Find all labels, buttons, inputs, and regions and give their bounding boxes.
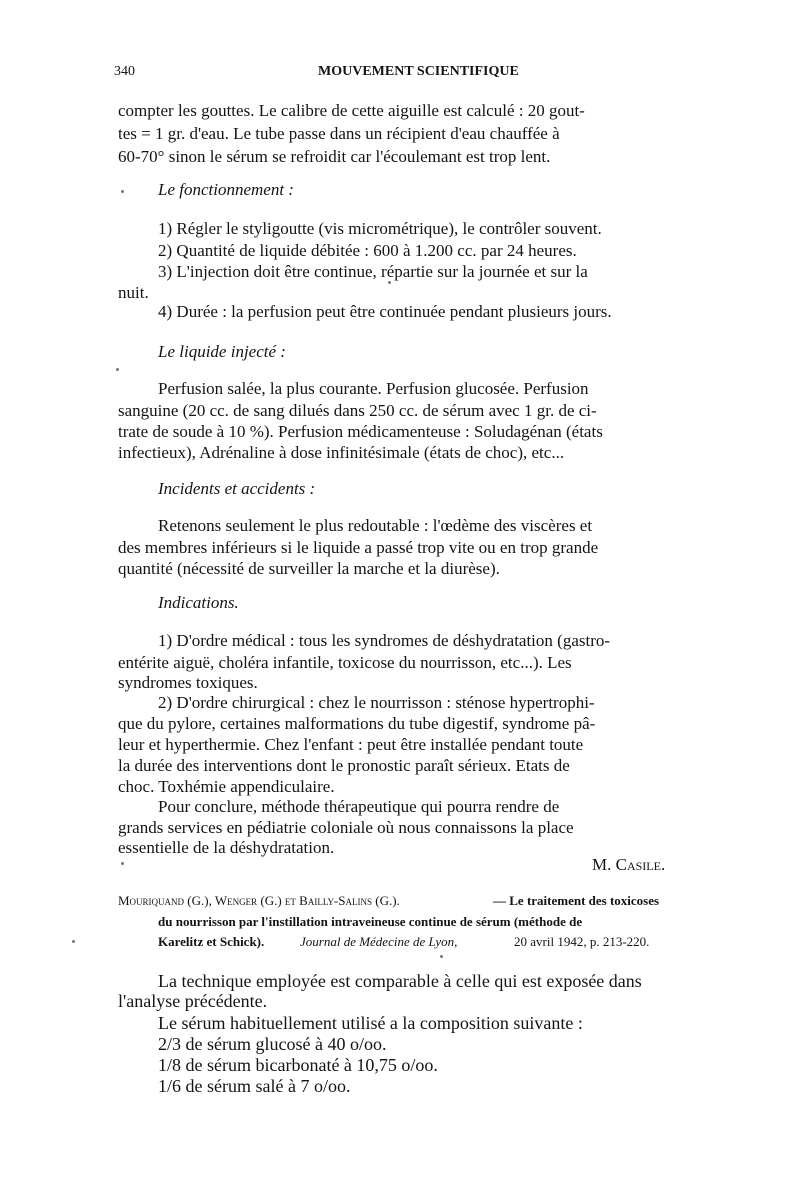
body-line: trate de soude à 10 %). Perfusion médicamenteuse : Soludagénan (états	[118, 422, 603, 441]
abstract-line: 1/6 de sérum salé à 7 o/oo.	[158, 1076, 351, 1096]
author-signature: M. Casile.	[592, 855, 666, 874]
running-title: MOUVEMENT SCIENTIFIQUE	[318, 64, 519, 79]
scan-speck	[116, 368, 119, 371]
reference-date-pages: 20 avril 1942, p. 213-220.	[514, 934, 650, 949]
body-line: choc. Toxhémie appendiculaire.	[118, 777, 335, 796]
reference-title: Karelitz et Schick).	[158, 934, 265, 949]
list-item-continuation: nuit.	[118, 283, 149, 302]
abstract-line: 2/3 de sérum glucosé à 40 o/oo.	[158, 1034, 387, 1054]
body-line: 60-70° sinon le sérum se refroidit car l'écoulemant est trop lent.	[118, 147, 551, 166]
body-line: infectieux), Adrénaline à dose infinitésimale (états de choc), etc...	[118, 443, 565, 462]
body-line: la durée des interventions dont le pronostic paraît sérieux. Etats de	[118, 756, 570, 775]
abstract-line: La technique employée est comparable à celle qui est exposée dans	[158, 971, 642, 991]
body-line: tes = 1 gr. d'eau. Le tube passe dans un récipient d'eau chauffée à	[118, 124, 560, 143]
reference-title: — Le traitement des toxicoses	[493, 893, 660, 908]
list-item: 3) L'injection doit être continue, répartie sur la journée et sur la	[158, 262, 588, 281]
body-line: que du pylore, certaines malformations du tube digestif, syndrome pâ-	[118, 714, 596, 733]
abstract-line: Le sérum habituellement utilisé a la composition suivante :	[158, 1013, 583, 1033]
body-line: syndromes toxiques.	[118, 673, 258, 692]
body-line: 2) D'ordre chirurgical : chez le nourrisson : sténose hypertrophi-	[158, 693, 595, 712]
scan-speck	[121, 862, 124, 865]
body-line: sanguine (20 cc. de sang dilués dans 250 cc. de sérum avec 1 gr. de ci-	[118, 401, 597, 420]
list-item: 1) Régler le styligoutte (vis micrométrique), le contrôler souvent.	[158, 219, 602, 238]
section-heading-indications: Indications.	[158, 593, 239, 612]
body-line: essentielle de la déshydratation.	[118, 838, 335, 857]
reference-title: du nourrisson par l'instillation intraveineuse continue de sérum (méthode de	[158, 914, 583, 929]
section-heading-fonctionnement: Le fonctionnement :	[158, 180, 294, 199]
scan-speck	[72, 940, 75, 943]
page-number: 340	[114, 64, 135, 79]
body-line: quantité (nécessité de surveiller la marche et la diurèse).	[118, 559, 500, 578]
list-item: 2) Quantité de liquide débitée : 600 à 1.200 cc. par 24 heures.	[158, 241, 577, 260]
reference-authors: Mouriquand (G.), Wenger (G.) et Bailly-Salins (G.).	[118, 893, 400, 908]
reference-journal: Journal de Médecine de Lyon,	[300, 934, 458, 949]
scan-speck	[440, 955, 443, 958]
body-line: entérite aiguë, choléra infantile, toxicose du nourrisson, etc...). Les	[118, 653, 572, 672]
body-line: grands services en pédiatrie coloniale où nous connaissons la place	[118, 818, 574, 837]
body-line: 1) D'ordre médical : tous les syndromes de déshydratation (gastro-	[158, 631, 611, 650]
body-line: Perfusion salée, la plus courante. Perfusion glucosée. Perfusion	[158, 379, 589, 398]
abstract-line: l'analyse précédente.	[118, 991, 268, 1011]
body-line: Pour conclure, méthode thérapeutique qui pourra rendre de	[158, 797, 560, 816]
section-heading-liquide: Le liquide injecté :	[158, 342, 286, 361]
scan-speck	[121, 190, 124, 193]
body-line: Retenons seulement le plus redoutable : l'œdème des viscères et	[158, 516, 593, 535]
body-line: compter les gouttes. Le calibre de cette aiguille est calculé : 20 gout-	[118, 101, 585, 120]
body-line: des membres inférieurs si le liquide a passé trop vite ou en trop grande	[118, 538, 599, 557]
list-item: 4) Durée : la perfusion peut être continuée pendant plusieurs jours.	[158, 302, 612, 321]
body-line: leur et hyperthermie. Chez l'enfant : peut être installée pendant toute	[118, 735, 584, 754]
section-heading-incidents: Incidents et accidents :	[158, 479, 316, 498]
scan-speck	[388, 281, 391, 284]
abstract-line: 1/8 de sérum bicarbonaté à 10,75 o/oo.	[158, 1055, 438, 1075]
